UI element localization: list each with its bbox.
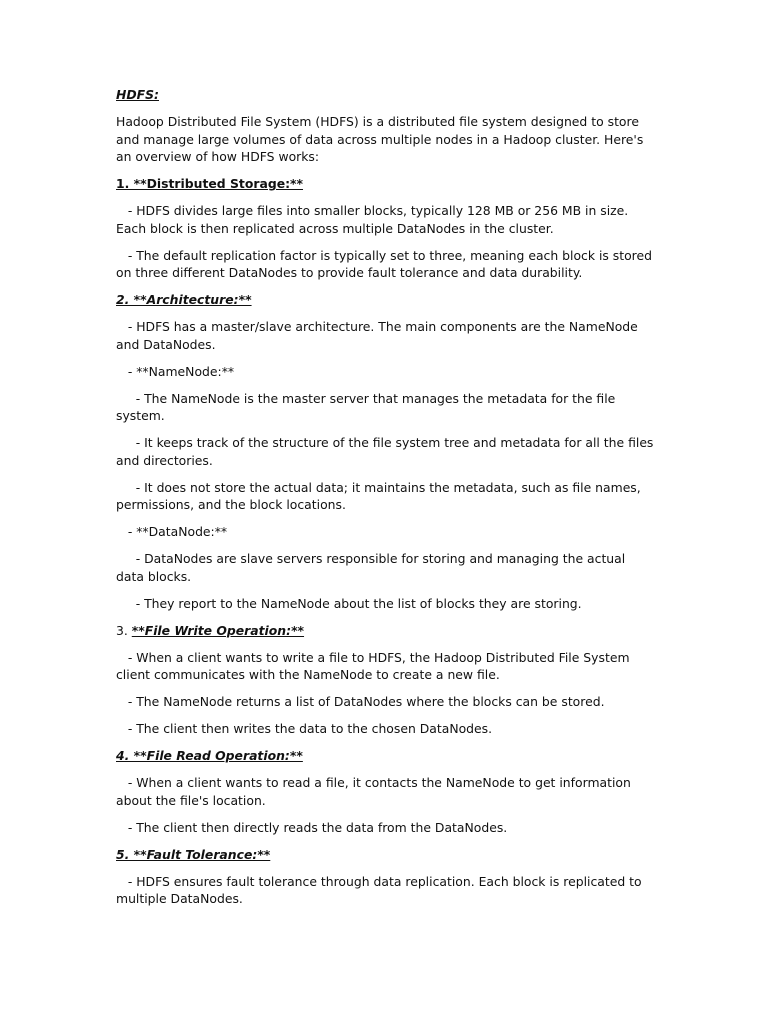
- document-page: [116, 86, 656, 917]
- intro-paragraph: Hadoop Distributed File System (HDFS) is a distributed file system designed to store and manage large volumes of data across multiple nodes in a Hadoop cluster. Here's an overview of how HDFS works:: [116, 114, 648, 164]
- paragraph: - The client then directly reads the data from the DataNodes.: [116, 819, 508, 835]
- paragraph: - **DataNode:**: [116, 524, 228, 539]
- paragraph: - **NameNode:**: [116, 363, 235, 379]
- section-heading-architecture: 2. **Architecture:**: [116, 292, 252, 307]
- paragraph: - HDFS has a master/slave architecture. The main components are the NameNode and DataNodes.: [116, 319, 642, 352]
- paragraph: - HDFS ensures fault tolerance through data replication. Each block is replicated to multiple DataNodes.: [116, 873, 646, 906]
- heading-text: **File Write Operation:**: [131, 622, 305, 638]
- section-heading-file-read: 4. **File Read Operation:**: [116, 748, 303, 763]
- section-heading-file-write: [116, 622, 656, 640]
- paragraph: - The default replication factor is typically set to three, meaning each block is stored on three different DataNodes to provide fault tolerance and data durability.: [116, 247, 656, 280]
- paragraph: - They report to the NameNode about the list of blocks they are storing.: [116, 595, 582, 611]
- heading-prefix: 3.: [116, 622, 132, 638]
- paragraph: - When a client wants to read a file, it contacts the NameNode to get information about the file's location.: [116, 775, 635, 808]
- paragraph: - DataNodes are slave servers responsible for storing and managing the actual data blocks.: [116, 551, 630, 584]
- paragraph: - The client then writes the data to the chosen DataNodes.: [116, 721, 493, 736]
- section-heading-fault-tolerance: 5. **Fault Tolerance:**: [116, 846, 271, 862]
- document-title: HDFS:: [116, 87, 159, 102]
- paragraph: - The NameNode is the master server that manages the metadata for the file system.: [116, 390, 620, 423]
- paragraph: - The NameNode returns a list of DataNodes where the blocks can be stored.: [116, 694, 605, 709]
- paragraph: - HDFS divides large files into smaller blocks, typically 128 MB or 256 MB in size. Each block is then replicated across multiple DataNodes in the cluster.: [116, 203, 633, 236]
- section-heading-distributed-storage: 1. **Distributed Storage:**: [116, 176, 304, 191]
- paragraph: - It does not store the actual data; it maintains the metadata, such as file names, permissions, and the block locations.: [116, 479, 645, 512]
- paragraph: - When a client wants to write a file to HDFS, the Hadoop Distributed File System client communicates with the NameNode to create a new file.: [116, 649, 634, 682]
- paragraph: - It keeps track of the structure of the file system tree and metadata for all the files and directories.: [116, 435, 658, 468]
